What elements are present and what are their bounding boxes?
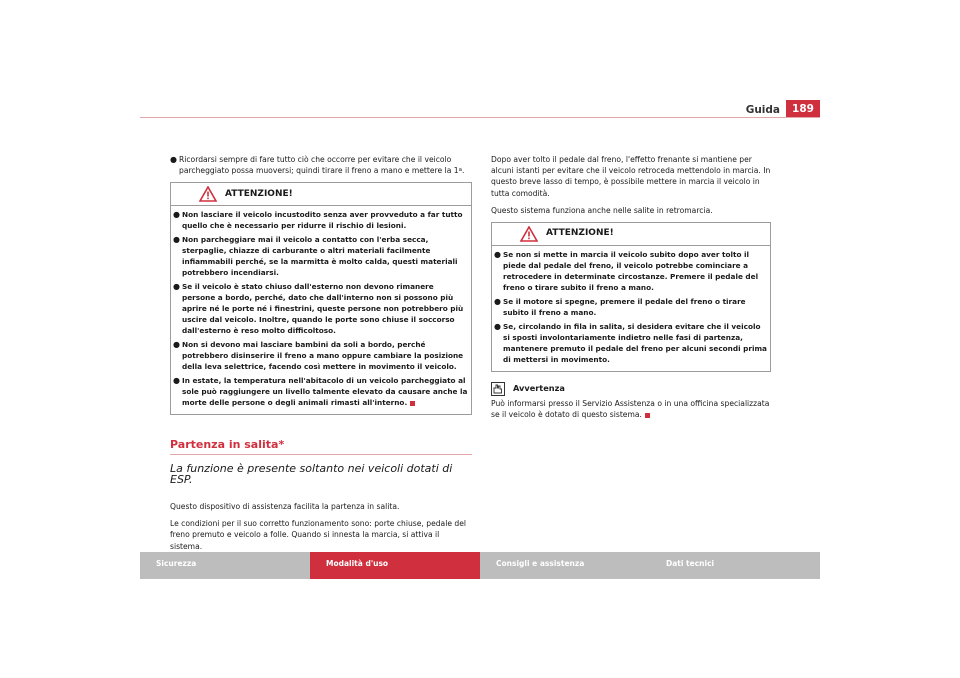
footer-tabs: [140, 552, 820, 579]
intro-bullet-text: Ricordarsi sempre di fare tutto ciò che occorre per evitare che il veicolo parcheggiato possa muoversi; quindi tirare il freno a mano e mettere la 1: [179, 155, 459, 176]
warning-item-text: In estate, la temperatura nell'abitacolo di un veicolo parcheggiato al sole può raggiungere un livello talmente elevato da causare anche la morte delle persone o degli animali rimasti all'interno.: [182, 376, 468, 408]
section-heading: Partenza in salita*: [170, 439, 472, 454]
right-column: [491, 154, 771, 420]
tab-modalita-duso[interactable]: Modalità d'uso: [310, 552, 480, 579]
warning-item-text: Se il veicolo è stato chiuso dall'esterno non devono rimanere persone a bordo, perché, dato che dall'interno non si possono più aprire né le porte né i finestrini, queste persone non potrebbero più uscire dal veicolo. Inoltre, quando le porte sono chiuse il soccorso dall'esterno è reso molto difficoltoso.: [182, 282, 464, 336]
bullet-icon: ●: [494, 322, 501, 332]
page-number-badge: 189: [786, 100, 820, 118]
warning-triangle-icon: [199, 186, 217, 202]
warning-item-text: Se il motore si spegne, premere il pedale del freno o tirare subito il freno a mano.: [503, 297, 746, 318]
left-column: [170, 154, 472, 558]
bullet-icon: ●: [173, 340, 180, 350]
warning-header: [492, 223, 770, 246]
warning-item: [173, 209, 469, 231]
body-paragraph: Questo dispositivo di assistenza facilita la partenza in salita.: [170, 502, 400, 512]
warning-item-text: Non lasciare il veicolo incustodito senza aver provveduto a far tutto quello che è necessario per ridurre il rischio di lesioni.: [182, 210, 463, 231]
bullet-icon: ●: [170, 155, 177, 164]
note-text: Può informarsi presso il Servizio Assistenza o in una officina specializzata se il veicolo è dotato di questo sistema.: [491, 399, 770, 420]
warning-body: [492, 246, 770, 365]
warning-box-right: [491, 222, 771, 372]
bullet-icon: ●: [173, 282, 180, 292]
warning-item: [173, 375, 469, 408]
running-header-title: Guida: [745, 104, 780, 116]
note-hand-icon: [491, 382, 505, 396]
warning-item: [494, 321, 768, 365]
end-of-section-icon: [645, 413, 650, 418]
bullet-icon: ●: [173, 210, 180, 220]
body-paragraph: Dopo aver tolto il pedale dal freno, l'effetto frenante si mantiene per alcuni istanti per evitare che il veicolo retroceda mettendolo in marcia. In questo breve lasso di tempo, è possibile mettere in marcia il veicolo in tutta comodità.: [491, 155, 771, 198]
note-title: Avvertenza: [513, 383, 565, 394]
bullet-icon: ●: [173, 235, 180, 245]
warning-item-text: Se, circolando in fila in salita, si desidera evitare che il veicolo si sposti involontariamente indietro nelle fasi di partenza, mantenere premuto il pedale del freno per alcuni secondi prima di mettersi in movimento.: [503, 322, 767, 365]
intro-bullet: [170, 154, 472, 176]
warning-item: [494, 296, 768, 318]
body-paragraph: Questo sistema funziona anche nelle salite in retromarcia.: [491, 205, 713, 215]
warning-title: ATTENZIONE!: [225, 188, 293, 199]
bullet-icon: ●: [494, 250, 501, 260]
note-header: [491, 382, 771, 396]
header-rule: [140, 117, 820, 118]
bullet-icon: ●: [494, 297, 501, 307]
warning-title: ATTENZIONE!: [546, 228, 614, 239]
section-subtitle: La funzione è presente soltanto nei veicoli dotati di ESP.: [170, 461, 453, 486]
note-body: [491, 398, 771, 420]
warning-box-left: [170, 182, 472, 415]
warning-item: [173, 234, 469, 278]
end-of-section-icon: [410, 401, 415, 406]
warning-header: [171, 183, 471, 206]
intro-bullet-end: .: [461, 166, 465, 176]
warning-item-text: Se non si mette in marcia il veicolo subito dopo aver tolto il piede dal pedale del freno, il veicolo potrebbe cominciare a retrocedere in determinate circostanze. Premere il pedale del freno o tirare subito il freno a mano.: [503, 250, 759, 293]
warning-triangle-icon: [520, 226, 538, 242]
tab-consigli-assistenza[interactable]: Consigli e assistenza: [480, 552, 650, 579]
intro-bullet-sup: a: [458, 167, 462, 174]
body-paragraph: Le condizioni per il suo corretto funzionamento sono: porte chiuse, pedale del freno premuto e veicolo a folle. Quando si innesta la marcia, si attiva il sistema.: [170, 519, 467, 551]
warning-item: [173, 339, 469, 372]
tab-dati-tecnici[interactable]: Dati tecnici: [650, 552, 820, 579]
tab-sicurezza[interactable]: Sicurezza: [140, 552, 310, 579]
warning-item-text: Non parcheggiare mai il veicolo a contatto con l'erba secca, sterpaglie, chiazze di carburante o altri materiali facilmente infiammabili perché, se la marmitta è molto calda, questi materiali potrebbero incendiarsi.: [182, 235, 458, 278]
warning-body: [171, 206, 471, 408]
warning-item: [494, 249, 768, 293]
warning-item: [173, 281, 469, 336]
warning-item-text: Non si devono mai lasciare bambini da soli a bordo, perché potrebbero disinserire il freno a mano oppure cambiare la posizione della leva selettrice, facendo così mettere in movimento il veicolo.: [182, 340, 464, 372]
bullet-icon: ●: [173, 376, 180, 386]
